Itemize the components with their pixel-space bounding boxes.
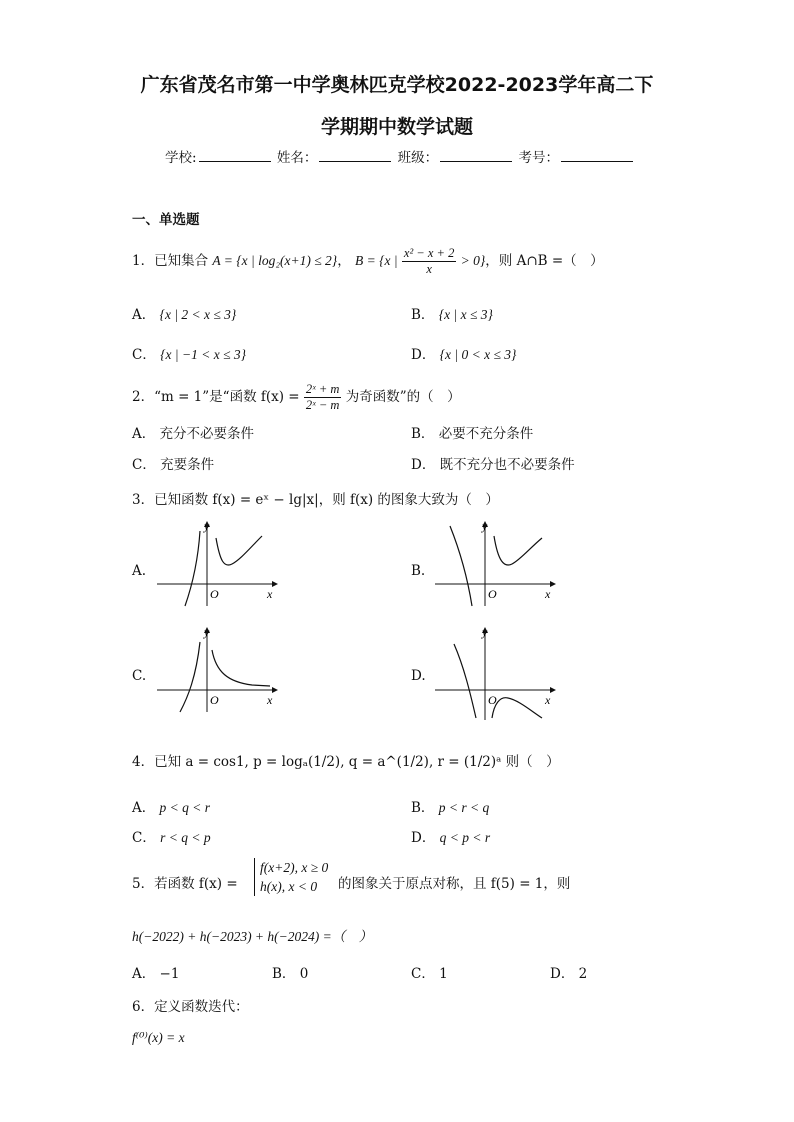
- option-text: 充分不必要条件: [159, 426, 255, 442]
- option-label: D．: [550, 966, 575, 982]
- q2-frac-den: 2ˣ − m: [305, 398, 340, 412]
- class-blank: [440, 149, 512, 162]
- option-text: q < p < r: [439, 830, 491, 845]
- origin-label: O: [488, 587, 497, 601]
- q2-option-c[interactable]: [132, 453, 214, 473]
- q5-line2: h(−2022) + h(−2023) + h(−2024) =（ ）: [132, 929, 373, 944]
- q5-stem: [132, 872, 238, 892]
- option-label: B．: [272, 966, 296, 982]
- option-label: A．: [132, 966, 156, 982]
- origin-label: O: [210, 587, 219, 601]
- q1-option-c[interactable]: [132, 343, 246, 363]
- q2-fraction: [304, 382, 342, 413]
- q1-option-d[interactable]: [411, 343, 516, 363]
- q5-piecewise: [254, 858, 328, 896]
- option-text: 0: [299, 966, 309, 982]
- student-info-row: [165, 146, 635, 166]
- option-text: −1: [159, 966, 180, 982]
- school-label: 学校:: [165, 150, 197, 166]
- option-text: p < r < q: [438, 800, 490, 815]
- curve-left: [185, 531, 200, 606]
- class-label: 班级：: [397, 150, 439, 166]
- q2-option-a[interactable]: [132, 422, 254, 442]
- q4-option-d[interactable]: [411, 826, 490, 846]
- q2-stem-end: 为奇函数”的（ ）: [345, 389, 461, 405]
- q3-stem: 3．已知函数 f(x) = eˣ − lg|x|，则 f(x) 的图象大致为（ ）: [132, 492, 499, 508]
- q5-option-b[interactable]: [272, 962, 308, 982]
- name-label: 姓名：: [276, 150, 318, 166]
- option-label: C．: [411, 966, 435, 982]
- curve-right: [212, 650, 270, 686]
- option-label: B．: [411, 426, 435, 442]
- q3-option-c-label[interactable]: C.: [132, 668, 147, 684]
- q5-option-a[interactable]: [132, 962, 179, 982]
- option-label: A．: [132, 426, 156, 442]
- x-label: x: [545, 587, 551, 601]
- q1-stem: [132, 246, 604, 277]
- q3-graph-a[interactable]: [152, 516, 282, 608]
- page-title-line1: 广东省茂名市第一中学奥林匹克学校2022-2023学年高二下: [140, 74, 654, 96]
- q4-option-b[interactable]: [411, 796, 489, 816]
- x-label: x: [545, 693, 551, 707]
- q1-set-b-prefix: B = {x |: [355, 253, 398, 268]
- section-title: 一、单选题: [132, 212, 200, 228]
- q1-option-b[interactable]: [411, 303, 493, 323]
- q5-case1: f(x+2), x ≥ 0: [260, 860, 329, 875]
- x-label: x: [267, 587, 273, 601]
- q2-stem-start: 2．“m = 1”是“函数 f(x) =: [132, 389, 300, 405]
- option-label: B．: [411, 800, 435, 816]
- option-label: A．: [132, 800, 156, 816]
- q2-stem: [132, 382, 461, 413]
- q6-stem: 6．定义函数迭代：: [132, 999, 249, 1015]
- q1-stem-end: ，则 A∩B =（ ）: [485, 253, 604, 269]
- q2-frac-num: 2ˣ + m: [305, 382, 340, 396]
- y-label: y: [204, 625, 210, 639]
- option-label: C．: [132, 830, 156, 846]
- option-label: A．: [132, 307, 156, 323]
- q1-frac-num: x² − x + 2: [403, 246, 455, 260]
- curve-left: [454, 644, 476, 718]
- option-text: {x | x ≤ 3}: [438, 307, 493, 322]
- q3-option-b-label[interactable]: B.: [411, 563, 426, 579]
- page-title-line2: 学期期中数学试题: [320, 116, 473, 138]
- x-label: x: [267, 693, 273, 707]
- option-text: 必要不充分条件: [438, 426, 534, 442]
- q3-option-a-label[interactable]: A.: [132, 563, 147, 579]
- id-label: 考号：: [518, 150, 559, 166]
- curve-right: [216, 536, 262, 565]
- y-label: y: [482, 625, 488, 639]
- q4-option-a[interactable]: [132, 796, 210, 816]
- option-text: 1: [439, 966, 448, 982]
- q3-graph-c[interactable]: [152, 622, 282, 714]
- curve-left: [180, 642, 200, 712]
- y-label: y: [482, 519, 488, 533]
- option-text: {x | −1 < x ≤ 3}: [160, 347, 247, 362]
- q4-option-c[interactable]: [132, 826, 211, 846]
- q5-stem-end: 的图象关于原点对称，且 f(5) = 1，则: [338, 876, 571, 892]
- q5-stem-start: 5．若函数 f(x) =: [132, 876, 238, 892]
- q3-graph-b[interactable]: [430, 516, 560, 608]
- q5-option-d[interactable]: [550, 962, 587, 982]
- q2-option-b[interactable]: [411, 422, 533, 442]
- option-text: 2: [578, 966, 588, 982]
- option-text: {x | 2 < x ≤ 3}: [159, 307, 237, 322]
- q1-set-b-suffix: > 0}: [460, 253, 486, 268]
- option-label: C．: [132, 457, 156, 473]
- option-text: p < q < r: [159, 800, 211, 815]
- q1-set-a: A = {x | log₂(x+1) ≤ 2}: [212, 253, 338, 268]
- option-label: B．: [411, 307, 435, 323]
- option-label: C．: [132, 347, 156, 363]
- option-label: D．: [411, 347, 436, 363]
- option-text: r < q < p: [160, 830, 211, 845]
- option-text: 充要条件: [160, 457, 215, 473]
- q5-case2: h(x), x < 0: [260, 879, 318, 894]
- id-blank: [561, 149, 633, 162]
- q1-comma: ，: [337, 253, 351, 269]
- y-label: y: [204, 519, 210, 533]
- q4-stem: 4．已知 a = cos1, p = logₐ(1/2), q = a^(1/2), r = (1/2)ᵃ 则（ ）: [132, 754, 560, 770]
- name-blank: [319, 149, 391, 162]
- q1-option-a[interactable]: [132, 303, 236, 323]
- option-label: D．: [411, 830, 436, 846]
- q1-frac-den: x: [426, 262, 432, 276]
- q1-stem-start: 1．已知集合: [132, 253, 209, 269]
- origin-label: O: [488, 693, 497, 707]
- q2-option-d[interactable]: [411, 453, 575, 473]
- option-text: {x | 0 < x ≤ 3}: [439, 347, 517, 362]
- q6-formula: f⁽⁰⁾(x) = x: [132, 1030, 185, 1045]
- curve-right: [492, 698, 542, 718]
- q3-graph-d[interactable]: [430, 622, 560, 722]
- curve-left: [450, 526, 472, 606]
- option-text: 既不充分也不必要条件: [439, 457, 575, 473]
- origin-label: O: [210, 693, 219, 707]
- school-blank: [199, 149, 271, 162]
- q5-option-c[interactable]: [411, 962, 448, 982]
- curve-right: [494, 536, 542, 565]
- q3-option-d-label[interactable]: D.: [411, 668, 426, 684]
- q1-set-b-fraction: [402, 246, 456, 277]
- option-label: D．: [411, 457, 436, 473]
